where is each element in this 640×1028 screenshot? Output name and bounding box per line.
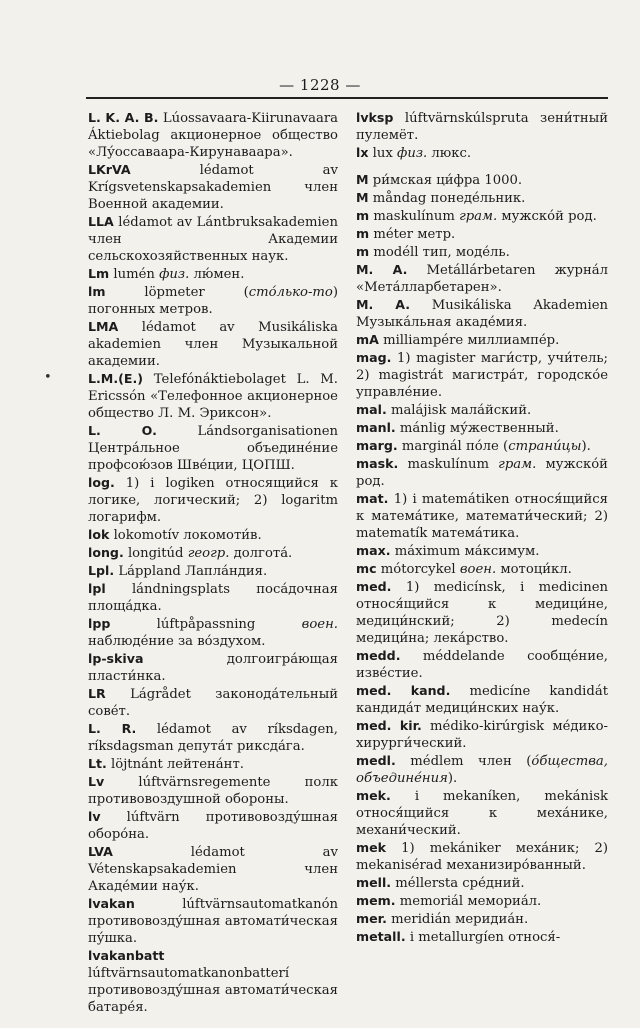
entry-headword: mA [356, 332, 379, 347]
entry-definition: lédamot av ríksdagen, ríksdagsman депута́т риксда́га. [88, 722, 338, 754]
entry-definition: malájisk мала́йский. [390, 403, 532, 418]
entry-definition-tail: мужско́й род. [356, 457, 608, 489]
entry-label: геогр. [187, 546, 230, 561]
dictionary-entry [356, 752, 608, 787]
entry-definition-tail: лю́мен. [193, 267, 245, 282]
entry-headword: mag. [356, 350, 392, 365]
dictionary-entry [356, 787, 608, 839]
entry-headword: LLA [88, 214, 114, 229]
entry-definition: 1) mekániker меха́ник; 2) mekanisérad механизиро́ванный. [356, 841, 608, 873]
dictionary-entry [88, 474, 338, 526]
entry-definition: lumén [113, 267, 155, 282]
dictionary-entry [356, 296, 608, 331]
entry-headword: LKrVA [88, 162, 131, 177]
left-column [88, 109, 338, 1016]
dictionary-entry [356, 171, 608, 189]
entry-definition: marginál по́ле ( [401, 439, 509, 454]
entry-definition: maskulínum [373, 209, 455, 224]
entry-label: воен. [459, 562, 497, 577]
dictionary-entry [356, 261, 608, 296]
entry-definition-tail: ). [581, 439, 591, 454]
entry-definition: lúftvärnsautomatkanón противовозду́шная автомати́ческая пу́шка. [88, 897, 338, 946]
entry-headword: lp-skiva [88, 651, 144, 666]
entry-definition: milliampére миллиампе́р. [383, 333, 560, 348]
entry-headword: med. kand. [356, 683, 451, 698]
page-number: — 1228 — [279, 76, 361, 94]
dictionary-entry [88, 265, 338, 283]
dictionary-entry [356, 578, 608, 647]
entry-headword: lvakanbatt [88, 948, 165, 963]
entry-headword: Lm [88, 266, 110, 281]
dictionary-entry [356, 437, 608, 455]
entry-definition: méter метр. [373, 227, 456, 242]
dictionary-entry [88, 615, 338, 650]
entry-definition: lux [372, 146, 393, 161]
entry-definition-tail: ) погонных метров. [88, 285, 338, 317]
entry-definition: löjtnánt лейтена́нт. [111, 757, 244, 772]
entry-definition: medicíne kandidát кандида́т медици́нских нау́к. [356, 684, 608, 716]
entry-headword: Lpl. [88, 563, 115, 578]
entry-definition-tail: ). [447, 771, 458, 786]
entry-definition: lándningsplats поса́дочная площа́дка. [88, 582, 338, 614]
entry-definition: máximum ма́ксимум. [394, 544, 540, 559]
entry-headword: Lt. [88, 756, 107, 771]
entry-headword: L. R. [88, 721, 137, 736]
dictionary-entry [88, 109, 338, 161]
entry-definition: maskulínum [407, 457, 489, 472]
dictionary-entry [356, 109, 608, 144]
dictionary-entry [356, 910, 608, 928]
entry-definition: lúftvärnskúlspruta зени́тный пулемёт. [356, 111, 608, 143]
entry-headword: metall. [356, 929, 406, 944]
entry-headword: mek. [356, 788, 391, 803]
entry-definition: lédamot av Vétenskapsakademien член Акаде́мии нау́к. [88, 845, 338, 894]
entry-definition: Lágrådet законода́тельный сове́т. [88, 687, 338, 719]
entry-headword: lvakan [88, 896, 135, 911]
entry-definition: ри́мская ци́фра 1000. [372, 173, 523, 188]
entry-headword: mask. [356, 456, 399, 471]
entry-headword: lpp [88, 616, 111, 631]
dictionary-entry [88, 544, 338, 562]
dictionary-entry [88, 947, 338, 1016]
dictionary-entry [88, 650, 338, 685]
dictionary-entry [356, 144, 608, 162]
entry-definition: 1) i matemátiken относя́щийся к матема́тике, математи́ческий; 2) matematík матема́тика. [356, 492, 609, 541]
entry-definition: Musikáliska Akademien Музыка́льная акаде́мия. [356, 298, 608, 330]
dictionary-entry [356, 490, 608, 542]
entry-headword: lm [88, 284, 106, 299]
entry-definition: longitúd [127, 546, 184, 561]
entry-label: физ. [397, 146, 428, 161]
margin-mark: • [44, 370, 52, 385]
dictionary-entry [356, 419, 608, 437]
entry-definition-tail: мотоци́кл. [500, 562, 572, 577]
dictionary-entry [88, 283, 338, 318]
dictionary-entry [88, 318, 338, 370]
entry-headword: LVA [88, 844, 113, 859]
dictionary-entry [88, 755, 338, 773]
entry-headword: mell. [356, 875, 392, 890]
entry-headword: LMA [88, 319, 119, 334]
dictionary-entry [356, 455, 608, 490]
entry-headword: mek [356, 840, 387, 855]
dictionary-entry [356, 682, 608, 717]
dictionary-entry [88, 526, 338, 544]
entry-headword: marg. [356, 438, 398, 453]
dictionary-entry [88, 720, 338, 755]
entry-definition: 1) i logiken относящийся к логике, логический; 2) logaritm логарифм. [88, 476, 338, 525]
dictionary-entry [88, 161, 338, 213]
dictionary-entry [88, 685, 338, 720]
dictionary-entry [356, 189, 608, 207]
entry-headword: med. kir. [356, 718, 422, 733]
header-rule [86, 97, 608, 99]
entry-headword: m [356, 226, 370, 241]
entry-definition: Lándsorganisationen Центра́льное объедине́ние профсою́зов Шве́ции, ЦОПШ. [88, 424, 338, 473]
entry-label: сто́лько-то [248, 285, 333, 300]
entry-definition: méddelande сообще́ние, изве́стие. [356, 649, 608, 681]
entry-headword: m [356, 208, 370, 223]
entry-headword: lvksp [356, 110, 394, 125]
dictionary-entry [88, 895, 338, 947]
entry-headword: medl. [356, 753, 396, 768]
entry-definition: i mekaníken, mekánisk относя́щийся к меха́нике, механи́ческий. [356, 789, 608, 838]
entry-definition: 1) medicínsk, i medicinen относя́щийся к медици́не, медици́нский; 2) medecín медици́на; лека́рство. [356, 580, 608, 646]
entry-definition: lúftvärnsregemente полк противовоздушной обороны. [88, 775, 338, 807]
dictionary-entry [88, 773, 338, 808]
entry-definition: 1) magister маги́стр, учи́тель; 2) magistrát магистра́т, городско́е управле́ние. [356, 351, 608, 400]
entry-definition: måndag понеде́льник. [372, 191, 526, 206]
entry-label: страни́цы [508, 439, 582, 454]
entry-definition-tail: мужско́й род. [501, 209, 597, 224]
entry-definition: löpmeter ( [144, 285, 249, 300]
entry-headword: mer. [356, 911, 387, 926]
entry-headword: lx [356, 145, 369, 160]
entry-headword: M. A. [356, 262, 408, 277]
entry-headword: M [356, 172, 369, 187]
entry-label: о́бщества, объедине́ния [356, 754, 608, 786]
entry-headword: Lv [88, 774, 105, 789]
entry-headword: lv [88, 809, 101, 824]
entry-headword: lpl [88, 581, 106, 596]
entry-definition-tail: наблюде́ние за во́здухом. [88, 634, 266, 649]
dictionary-entry [356, 225, 608, 243]
entry-definition: memoriál мемориа́л. [399, 894, 542, 909]
entry-definition: mótorcykel [380, 562, 456, 577]
dictionary-entry [88, 808, 338, 843]
dictionary-entry [356, 647, 608, 682]
entry-headword: M. A. [356, 297, 410, 312]
entry-definition: meridián меридиа́н. [391, 912, 529, 927]
entry-definition: mánlig му́жественный. [399, 421, 559, 436]
entry-definition: lúftpåpassning [156, 617, 256, 632]
dictionary-entry [88, 422, 338, 474]
entry-definition: долгоигра́ющая пласти́нка. [88, 652, 338, 684]
entry-label: воен. [301, 617, 338, 632]
entry-definition-tail: долгота́. [233, 546, 293, 561]
entry-headword: manl. [356, 420, 396, 435]
entry-headword: max. [356, 543, 391, 558]
entry-definition: i metallurgíen относя́- [409, 930, 561, 945]
entry-definition: Metállárbetaren журна́л «Мета́лларбетарен». [356, 263, 608, 295]
entry-headword: med. [356, 579, 392, 594]
dictionary-entry [356, 331, 608, 349]
entry-definition: méllersta сре́дний. [395, 876, 525, 891]
dictionary-entry [356, 349, 608, 401]
entry-definition: lúftvärn противовозду́шная оборо́на. [88, 810, 338, 842]
right-column [356, 109, 608, 946]
entry-definition-tail: люкс. [431, 146, 472, 161]
dictionary-entry [88, 580, 338, 615]
dictionary-entry [356, 928, 608, 946]
entry-definition: Telefónáktiebolaget L. M. Ericssón «Телефонное акционерное общество Л. М. Эриксон». [88, 372, 338, 421]
entry-headword: log. [88, 475, 115, 490]
entry-definition: médlem член ( [410, 754, 532, 769]
entry-headword: L.M.(E.) [88, 371, 144, 386]
entry-headword: M [356, 190, 369, 205]
entry-headword: m [356, 244, 370, 259]
entry-headword: long. [88, 545, 124, 560]
dictionary-entry [356, 207, 608, 225]
entry-definition: lédamot av Musikáliska akademien член Музыкальной академии. [88, 320, 338, 369]
entry-definition: lúftvärnsautomatkanonbatterí противовозду́шная автомати́ческая батаре́я. [88, 966, 338, 1015]
entry-definition: lédamot av Krígsvetenskapsakademien член Военной академии. [88, 163, 338, 212]
entry-headword: mat. [356, 491, 389, 506]
entry-headword: L. O. [88, 423, 157, 438]
entry-headword: mem. [356, 893, 396, 908]
entry-definition: Lúossavaara-Kiirunavaara Áktiebolag акционерное общество «Лу́оссаваара-Кирунаваара». [88, 111, 338, 160]
entry-headword: LR [88, 686, 106, 701]
dictionary-entry [356, 243, 608, 261]
entry-definition: modéll тип, моде́ль. [373, 245, 510, 260]
entry-label: грам. [498, 457, 537, 472]
dictionary-entry [356, 560, 608, 578]
entry-headword: L. K. A. B. [88, 110, 159, 125]
entry-label: физ. [159, 267, 190, 282]
dictionary-entry [356, 717, 608, 752]
entry-definition: Láppland Лапла́ндия. [118, 564, 268, 579]
dictionary-entry [88, 213, 338, 265]
entry-headword: medd. [356, 648, 401, 663]
dictionary-entry [88, 843, 338, 895]
entry-definition: médiko-kirúrgisk ме́дико-хирурги́ческий. [356, 719, 608, 751]
dictionary-entry [356, 839, 608, 874]
dictionary-entry [88, 370, 338, 422]
dictionary-entry [356, 892, 608, 910]
entry-definition: lokomotív локомоти́в. [113, 528, 262, 543]
dictionary-entry [356, 401, 608, 419]
entry-label: грам. [459, 209, 498, 224]
entry-definition: lédamot av Lántbruksakademien член Академии сельскохозяйственных наук. [88, 215, 338, 264]
dictionary-entry [356, 874, 608, 892]
entry-headword: lok [88, 527, 110, 542]
dictionary-entry [88, 562, 338, 580]
dictionary-entry [356, 542, 608, 560]
entry-headword: mc [356, 561, 377, 576]
entry-headword: mal. [356, 402, 387, 417]
